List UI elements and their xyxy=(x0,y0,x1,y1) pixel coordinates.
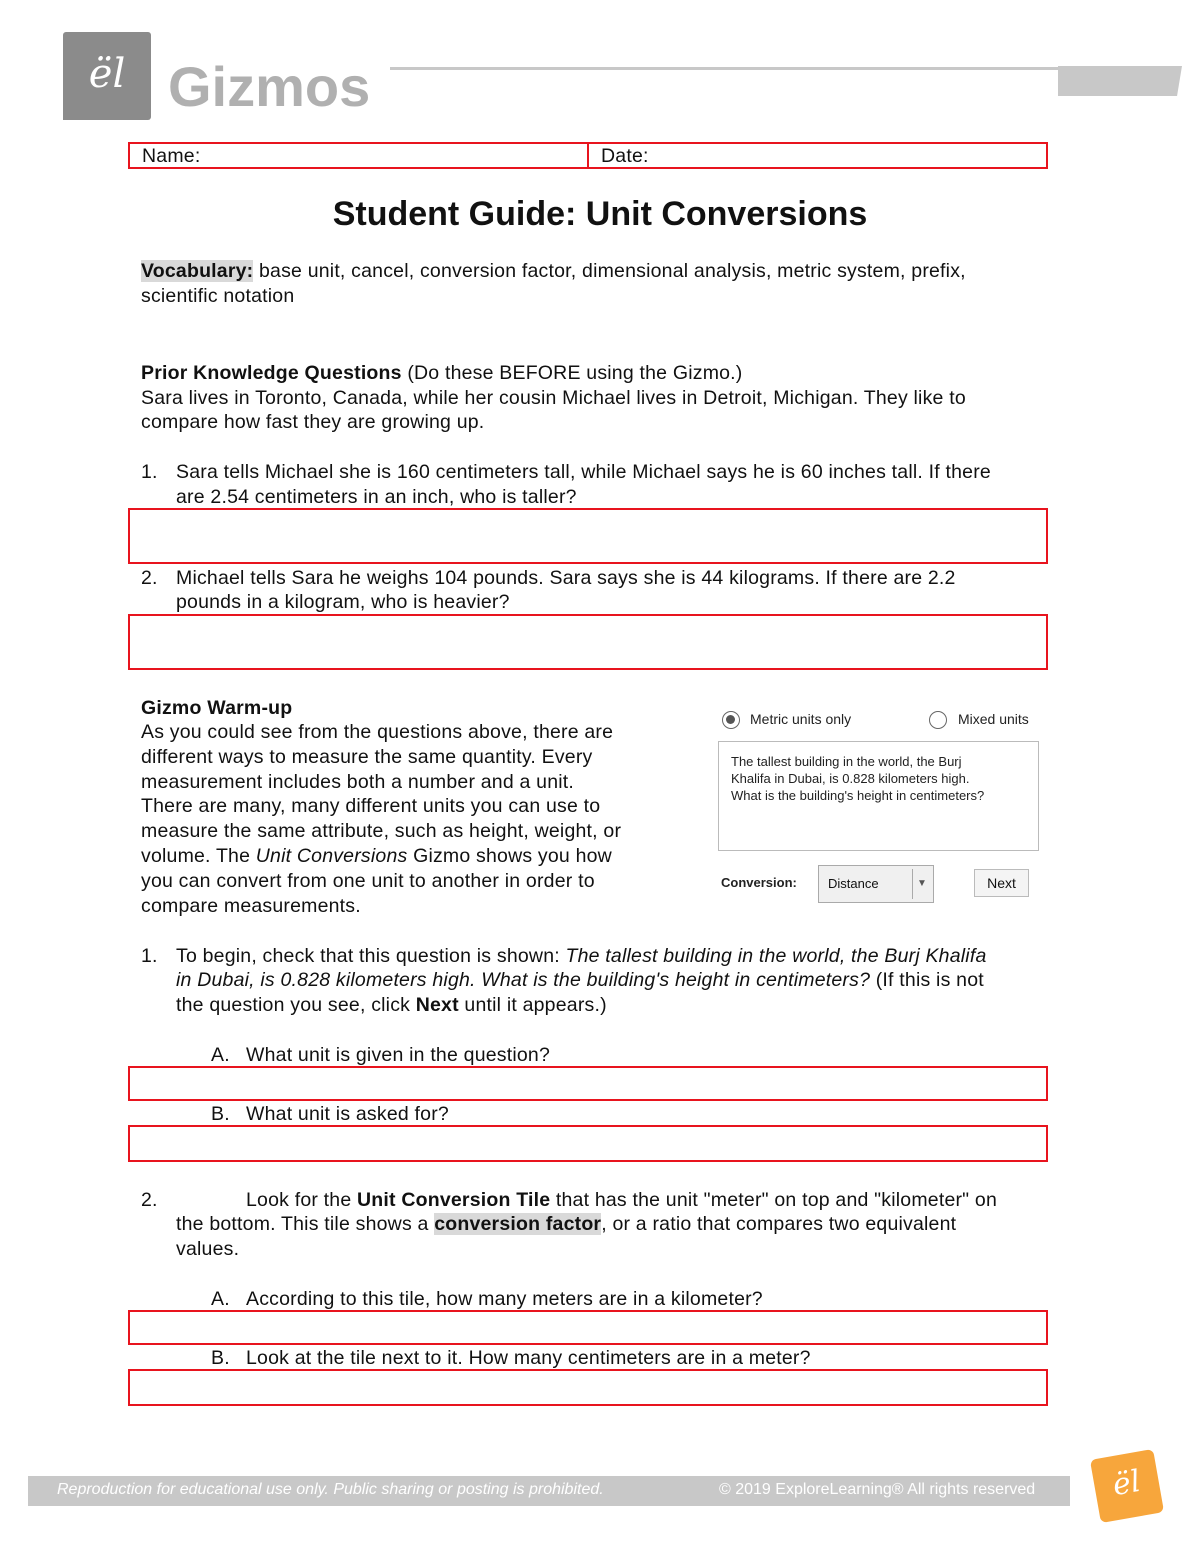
footer-usage-notice: Reproduction for educational use only. Public sharing or posting is prohibited. xyxy=(57,1481,604,1498)
vocabulary-line-1 xyxy=(141,259,966,284)
pk-question-1-number: 1. xyxy=(141,461,158,483)
q1-question-italic-2: in Dubai, is 0.828 kilometers high. What is the building's height in centimeters? xyxy=(176,969,871,991)
date-label: Date: xyxy=(601,145,649,167)
q1b-letter: B. xyxy=(211,1103,230,1125)
q1-number: 1. xyxy=(141,945,158,967)
conversion-label: Conversion: xyxy=(721,875,797,890)
warmup-line-5: measure the same attribute, such as height, weight, or xyxy=(141,820,622,842)
prior-knowledge-note: (Do these BEFORE using the Gizmo.) xyxy=(401,362,743,384)
q1-line-1-pre: To begin, check that this question is shown: xyxy=(176,945,566,967)
q2-line-3: values. xyxy=(176,1238,240,1260)
page-title: Student Guide: Unit Conversions xyxy=(332,195,868,233)
pk-question-2-line-1: Michael tells Sara he weighs 104 pounds. Sara says she is 44 kilograms. If there are 2.2 xyxy=(176,567,956,589)
warmup-line-7: you can convert from one unit to another in order to xyxy=(141,870,595,892)
name-field[interactable] xyxy=(128,142,589,169)
q2a-letter: A. xyxy=(211,1288,230,1310)
q1-line-1 xyxy=(176,944,987,969)
q2-line-2-pre: the bottom. This tile shows a xyxy=(176,1213,435,1235)
conversion-select-value: Distance xyxy=(828,876,879,891)
q2b-answer-box[interactable] xyxy=(128,1369,1048,1406)
q1a-answer-box[interactable] xyxy=(128,1066,1048,1101)
footer-copyright: © 2019 ExploreLearning® All rights reserved xyxy=(719,1481,1036,1498)
q1-question-italic-1: The tallest building in the world, the Burj Khalifa xyxy=(565,945,987,967)
metric-units-radio[interactable] xyxy=(722,711,740,729)
pk-question-1-line-2: are 2.54 centimeters in an inch, who is taller? xyxy=(176,486,577,508)
vocabulary-terms: base unit, cancel, conversion factor, dimensional analysis, metric system, prefix, xyxy=(253,260,966,282)
warmup-line-6-pre: volume. The xyxy=(141,845,256,867)
q2b-letter: B. xyxy=(211,1347,230,1369)
date-field[interactable] xyxy=(587,142,1048,169)
q2-line-1-pre: Look for the xyxy=(246,1189,358,1211)
pk-answer-1-box[interactable] xyxy=(128,508,1048,564)
header-tab xyxy=(1058,66,1182,96)
mixed-units-radio[interactable] xyxy=(929,711,947,729)
warmup-line-4: There are many, many different units you can use to xyxy=(141,795,601,817)
q1-line-3 xyxy=(176,993,607,1018)
chevron-down-icon[interactable]: ▼ xyxy=(912,869,931,899)
pk-question-1-line-1: Sara tells Michael she is 160 centimeters tall, while Michael says he is 60 inches tall. If there xyxy=(176,461,991,483)
metric-units-label: Metric units only xyxy=(750,711,852,727)
q2-line-2 xyxy=(176,1212,956,1237)
prior-knowledge-intro-2: compare how fast they are growing up. xyxy=(141,411,485,433)
q1-line-3-post: until it appears.) xyxy=(458,994,607,1016)
q2-conversion-factor-term: conversion factor xyxy=(434,1213,602,1235)
q2a-answer-box[interactable] xyxy=(128,1310,1048,1345)
explorelearning-logo xyxy=(63,32,151,120)
vocabulary-line-2: scientific notation xyxy=(141,285,295,307)
next-button[interactable]: Next xyxy=(974,869,1029,897)
q2-line-1 xyxy=(246,1188,997,1213)
vocabulary-label: Vocabulary: xyxy=(141,260,254,282)
prior-knowledge-heading: Prior Knowledge Questions xyxy=(141,362,402,384)
header-rule xyxy=(390,67,1058,70)
explorelearning-badge-icon xyxy=(1090,1449,1164,1523)
logo-glyph: ël xyxy=(88,51,126,97)
name-label: Name: xyxy=(142,145,201,167)
q1b-text: What unit is asked for? xyxy=(246,1103,449,1125)
warmup-line-6-post: Gizmo shows you how xyxy=(407,845,612,867)
q2b-text: Look at the tile next to it. How many centimeters are in a meter? xyxy=(246,1347,811,1369)
q2a-text: According to this tile, how many meters are in a kilometer? xyxy=(246,1288,763,1310)
warmup-heading: Gizmo Warm-up xyxy=(141,697,293,719)
q2-line-1-post: that has the unit "meter" on top and "kilometer" on xyxy=(550,1189,998,1211)
q2-number: 2. xyxy=(141,1189,158,1211)
prior-knowledge-heading-line xyxy=(141,361,743,386)
mixed-units-label: Mixed units xyxy=(958,711,1029,727)
prior-knowledge-intro-1: Sara lives in Toronto, Canada, while her cousin Michael lives in Detroit, Michigan. They like to xyxy=(141,387,966,409)
radio-selected-dot xyxy=(726,715,735,724)
gizmo-question-box xyxy=(718,741,1039,851)
gizmo-question-line-1: The tallest building in the world, the Burj xyxy=(731,754,962,769)
gizmos-wordmark: Gizmos xyxy=(168,55,371,118)
warmup-line-8: compare measurements. xyxy=(141,895,361,917)
q1-next-bold: Next xyxy=(415,994,459,1016)
warmup-line-2: different ways to measure the same quantity. Every xyxy=(141,746,593,768)
warmup-line-3: measurement includes both a number and a unit. xyxy=(141,771,575,793)
pk-answer-2-box[interactable] xyxy=(128,614,1048,670)
q1-line-2-post: (If this is not xyxy=(870,969,984,991)
warmup-line-1: As you could see from the questions above, there are xyxy=(141,721,614,743)
conversion-select[interactable] xyxy=(818,865,934,903)
q2-tile-bold: Unit Conversion Tile xyxy=(357,1189,551,1211)
warmup-gizmo-name: Unit Conversions xyxy=(255,845,408,867)
q1b-answer-box[interactable] xyxy=(128,1125,1048,1162)
q1-line-2 xyxy=(176,968,984,993)
pk-question-2-line-2: pounds in a kilogram, who is heavier? xyxy=(176,591,510,613)
q1a-letter: A. xyxy=(211,1044,230,1066)
pk-question-2-number: 2. xyxy=(141,567,158,589)
q2-line-2-post: , or a ratio that compares two equivalent xyxy=(601,1213,957,1235)
q1a-text: What unit is given in the question? xyxy=(246,1044,551,1066)
badge-glyph: ël xyxy=(1110,1463,1144,1504)
q1-line-3-pre: the question you see, click xyxy=(176,994,416,1016)
warmup-line-6 xyxy=(141,844,612,869)
gizmo-question-line-3: What is the building's height in centimeters? xyxy=(731,788,985,803)
gizmo-question-line-2: Khalifa in Dubai, is 0.828 kilometers high. xyxy=(731,771,970,786)
